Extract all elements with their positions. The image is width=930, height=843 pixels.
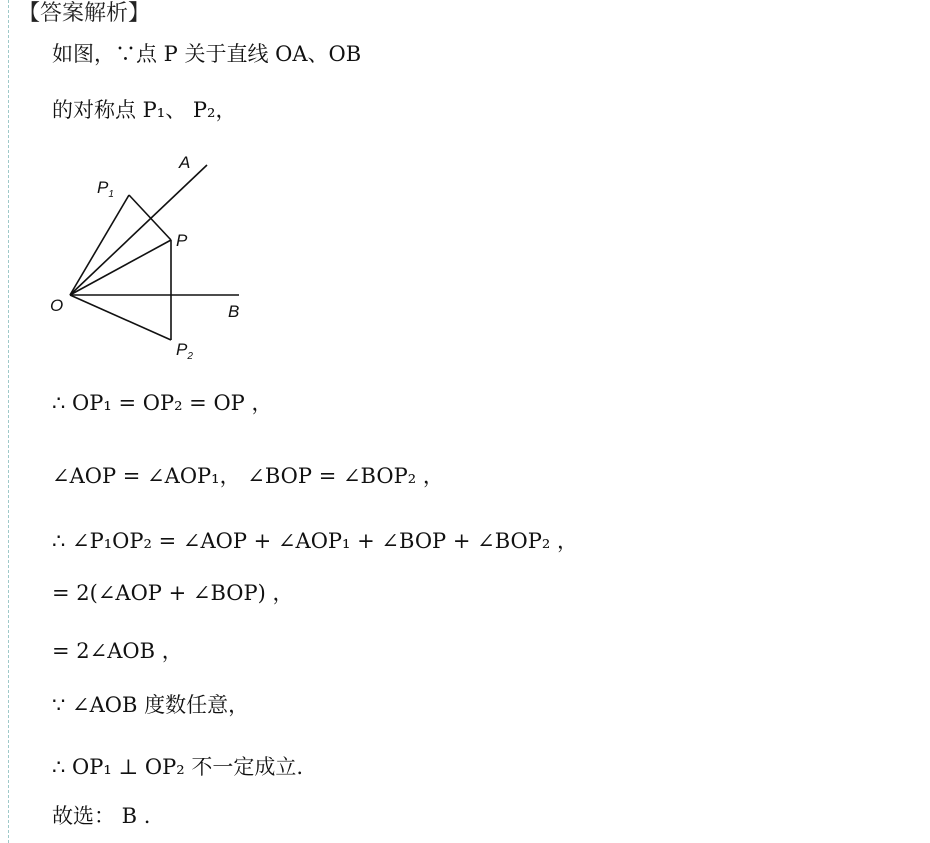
answer-analysis-header: 【答案解析】 [18,1,151,26]
solution-line-6: = 2(∠AOP + ∠BOP) ， [52,581,294,605]
left-dotted-border [8,0,9,843]
solution-line-9: ∴ OP₁ ⊥ OP₂ 不一定成立. [52,755,304,779]
solution-line-3: ∴ OP₁ = OP₂ = OP ， [52,391,273,415]
label-o: O [50,296,64,315]
solution-line-4: ∠AOP = ∠AOP₁， ∠BOP = ∠BOP₂ ， [52,464,444,488]
label-p2: $P_2$ [176,340,193,362]
segment-op1 [70,195,129,295]
solution-line-2: 的对称点 P₁、 P₂， [52,98,237,122]
solution-line-10: 故选： B . [52,804,151,828]
label-b: B [228,302,240,321]
solution-line-5: ∴ ∠P₁OP₂ = ∠AOP + ∠AOP₁ + ∠BOP + ∠BOP₂ ， [52,529,578,553]
solution-line-8: ∵ ∠AOB 度数任意， [52,693,250,717]
solution-line-1: 如图，∵点 P 关于直线 OA、OB [52,42,362,66]
ray-oa [70,165,207,295]
geometry-figure [40,150,300,370]
label-p: P [176,231,188,250]
label-a: A [179,153,191,172]
label-p1: $P_1$ [97,178,114,200]
segment-op [70,240,171,295]
solution-line-7: = 2∠AOB ， [52,639,183,663]
segment-op2 [70,295,171,340]
